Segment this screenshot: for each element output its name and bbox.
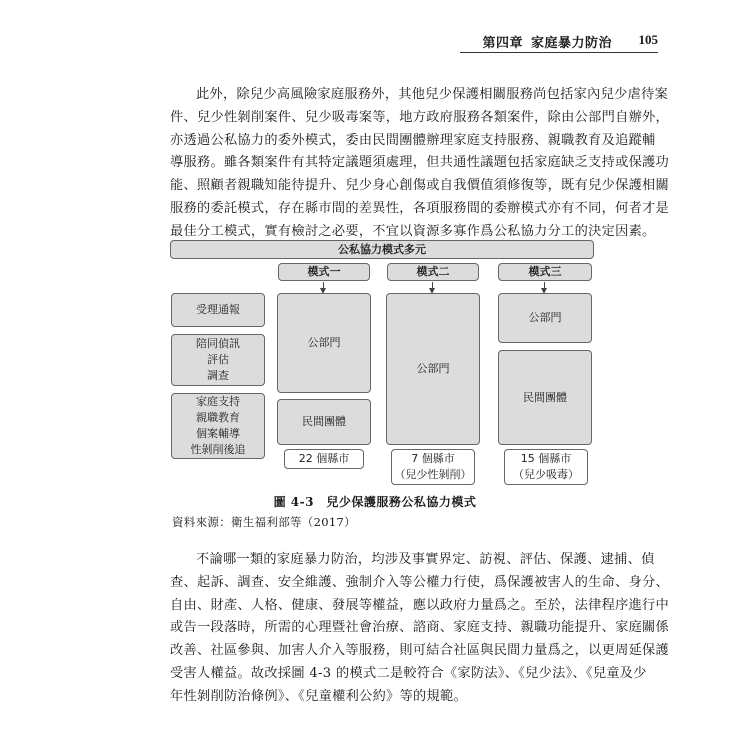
public-sector-text: 公部門 (416, 362, 450, 375)
mode-1-count-box (284, 449, 364, 469)
text-line: 不論哪一類的家庭暴力防治，均涉及事實界定、訪視、評估、保護、逮捕、偵 (196, 552, 655, 567)
mode-2-header (387, 263, 479, 281)
text-line: 導服務。雖各類案件有其特定議題須處理，但共通性議題包括家庭缺乏支持或保護功 (170, 155, 670, 171)
chapter-number: 第四章 (482, 36, 523, 51)
county-note-text: （兒少性剝削） (394, 468, 472, 481)
running-head (0, 28, 750, 54)
text-line: 或告一段落時，所需的心理暨社會治療、諮商、家庭支持、親職功能提升、家庭關係 (170, 620, 670, 636)
service-text: 親職教育 (196, 411, 240, 424)
service-text: 性剝削後追 (190, 443, 246, 456)
text-line: 自由、財產、人格、健康、發展等權益，應以政府力量爲之。至於，法律程序進行中 (170, 597, 670, 613)
service-text: 調查 (207, 369, 229, 382)
service-text: 個案輔導 (196, 427, 240, 440)
mode-3-public-box (498, 293, 592, 343)
service-box-investigation (171, 334, 265, 386)
private-sector-text: 民間團體 (523, 390, 567, 404)
text-line: 服務的委託模式，存在縣市間的差異性，各項服務間的委辦模式亦有不同，何者才是 (170, 200, 670, 216)
header-rule (460, 52, 658, 53)
service-text: 陪同偵訊 (196, 337, 240, 350)
text-line: 改善、社區參與、加害人介入等服務，則可結合社區與民間力量爲之，以更周延保護 (170, 643, 670, 659)
service-text: 家庭支持 (196, 395, 240, 408)
mode-2-public-box (386, 293, 480, 445)
text-line: 查、起訴、調查、安全維護、強制介入等公權力行使，爲保護被害人的生命、身分、 (170, 574, 670, 590)
mode-3-count-box (504, 449, 588, 485)
text-line: 亦透過公私協力的委外模式，委由民間團體辦理家庭支持服務、親職教育及追蹤輔 (170, 132, 656, 148)
mode-1-private-box (277, 399, 371, 445)
body-paragraph-2 (170, 549, 670, 709)
diagram-title-text: 公私協力模式多元 (338, 242, 426, 256)
mode-2-label: 模式二 (416, 265, 450, 278)
text-line: 受害人權益。故改採圖 4-3 的模式二是較符合《家防法》、《兒少法》、《兒童及少 (170, 665, 647, 681)
mode-2-count-box (391, 449, 475, 485)
figure-4-3-diagram (168, 238, 598, 488)
private-sector-text: 民間團體 (302, 415, 346, 428)
mode-3-label: 模式三 (528, 265, 562, 278)
service-box-intake (171, 293, 265, 327)
county-count-text: 15 個縣市 (520, 452, 572, 465)
chapter-heading (482, 32, 612, 51)
mode-3-header (498, 263, 592, 281)
text-line: 年性剝削防治條例》、《兒童權利公約》等的規範。 (170, 688, 468, 704)
text-line: 最佳分工模式，實有檢討之必要，不宜以資源多寡作爲公私協力分工的決定因素。 (170, 223, 656, 239)
text-line: 此外，除兒少高風險家庭服務外，其他兒少保護相關服務尚包括家內兒少虐待案 (196, 87, 669, 102)
mode-1-arrow (323, 282, 324, 289)
mode-1-public-box (277, 293, 371, 393)
county-note-text: （兒少吸毒） (513, 468, 579, 481)
mode-1-header (278, 263, 370, 281)
chapter-title: 家庭暴力防治 (530, 36, 612, 51)
body-paragraph-1 (170, 84, 670, 244)
figure-caption: 圖 4-3 兒少保護服務公私協力模式 (273, 495, 477, 509)
mode-3-arrow (544, 282, 545, 289)
text-line: 能、照顧者親職知能待提升、兒少身心創傷或自我價值須修復等，既有兒少保護相關 (170, 178, 670, 194)
county-count-text: 7 個縣市 (411, 452, 455, 465)
public-sector-text: 公部門 (528, 311, 562, 324)
public-sector-text: 公部門 (307, 336, 341, 349)
page-number: 105 (638, 32, 658, 47)
diagram-title-bar (170, 240, 594, 259)
text-line: 件、兒少性剝削案件、兒少吸毒案等，地方政府服務各類案件，除由公部門自辦外， (170, 109, 670, 125)
service-text: 受理通報 (196, 303, 240, 316)
mode-3-private-box (498, 350, 592, 445)
figure-source: 資料來源：衛生福利部等（2017） (172, 515, 356, 529)
service-box-support (171, 393, 265, 459)
mode-1-label: 模式一 (307, 265, 341, 278)
service-text: 評估 (207, 353, 229, 366)
county-count-text: 22 個縣市 (298, 452, 350, 465)
mode-2-arrow (432, 282, 433, 289)
